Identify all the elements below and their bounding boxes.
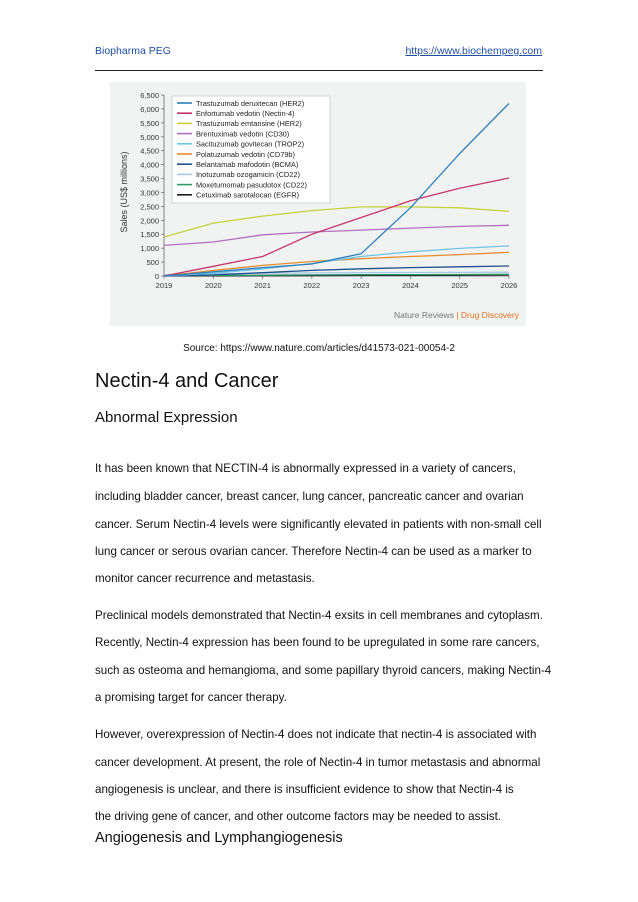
section-heading-abnormal-expression: Abnormal Expression xyxy=(95,409,238,426)
paragraph-2-line: such as osteoma and hemangioma, and some papillary thyroid cancers, making Nectin-4 xyxy=(95,664,552,677)
paragraph-2-line: a promising target for cancer therapy. xyxy=(95,691,287,704)
paragraph-1-line: cancer. Serum Nectin-4 levels were significantly elevated in patients with non-small cell xyxy=(95,518,542,531)
y-tick-label: 2,500 xyxy=(140,202,159,212)
y-tick-label: 500 xyxy=(146,258,159,268)
legend-label-10: Cetuximab sarotalocan (EGFR) xyxy=(196,190,300,200)
header-brand: Biopharma PEG xyxy=(95,45,171,57)
x-tick-label: 2020 xyxy=(204,281,222,290)
article-title: Nectin-4 and Cancer xyxy=(95,370,279,392)
paragraph-1-line: monitor cancer recurrence and metastasis. xyxy=(95,572,315,585)
credit-separator: | xyxy=(453,310,461,320)
legend-label-9: Moxetumomab pasudotox (CD22) xyxy=(196,180,307,190)
series-line-4 xyxy=(164,225,509,245)
series-line-3 xyxy=(164,207,509,237)
y-tick-label: 4,000 xyxy=(140,160,159,170)
y-axis-label: Sales (US$ millions) xyxy=(119,151,129,233)
figure-credit xyxy=(394,310,520,320)
x-tick-label: 2023 xyxy=(352,281,370,290)
section-heading-angiogenesis: Angiogenesis and Lymphangiogenesis xyxy=(95,830,343,846)
sales-chart-figure xyxy=(110,82,526,326)
y-tick-label: 6,000 xyxy=(140,104,159,114)
paragraph-3-line: the driving gene of cancer, and other outcome factors may be needed to assist. xyxy=(95,810,502,823)
paragraph-2-line: Recently, Nectin-4 expression has been found to be upregulated in some rare cancers, xyxy=(95,636,540,649)
paragraph-1-line: including bladder cancer, breast cancer, lung cancer, pancreatic cancer and ovarian xyxy=(95,490,524,503)
y-tick-label: 3,000 xyxy=(140,188,159,198)
x-tick-label: 2026 xyxy=(500,281,518,290)
y-tick-label: 3,500 xyxy=(140,174,159,184)
legend-label-6: Polatuzumab vedotin (CD79b) xyxy=(196,149,296,159)
credit-accent: Drug Discovery xyxy=(460,310,519,320)
legend-label-1: Trastuzumab deruxtecan (HER2) xyxy=(196,98,305,108)
x-tick-label: 2019 xyxy=(155,281,173,290)
header-url-link[interactable]: https://www.biochempeg.com xyxy=(405,45,542,57)
y-tick-label: 6,500 xyxy=(140,91,159,100)
legend-label-4: Brentuximab vedotin (CD30) xyxy=(196,129,290,139)
y-tick-label: 0 xyxy=(154,272,159,281)
y-tick-label: 2,000 xyxy=(140,216,159,226)
legend-label-8: Inotuzumab ozogamicin (CD22) xyxy=(196,170,300,180)
paragraph-3-line: However, overexpression of Nectin-4 does not indicate that nectin-4 is associated with xyxy=(95,728,537,741)
figure-caption: Source: https://www.nature.com/articles/d41573-021-00054-2 xyxy=(183,343,455,354)
sales-line-chart xyxy=(110,82,526,326)
x-tick-label: 2025 xyxy=(451,281,469,290)
legend-label-5: Sacituzumab govitecan (TROP2) xyxy=(196,139,305,149)
paragraph-1-line: It has been known that NECTIN-4 is abnormally expressed in a variety of cancers, xyxy=(95,462,516,475)
paragraph-3-line: cancer development. At present, the role of Nectin-4 in tumor metastasis and abnormal xyxy=(95,756,541,769)
paragraph-2-line: Preclinical models demonstrated that Nectin-4 exsits in cell membranes and cytoplasm. xyxy=(95,609,543,622)
x-tick-label: 2024 xyxy=(402,281,419,290)
legend-label-3: Trastuzumab emtansine (HER2) xyxy=(196,119,302,129)
header-divider xyxy=(95,70,543,71)
x-tick-label: 2021 xyxy=(254,281,271,290)
y-tick-label: 5,500 xyxy=(140,118,159,128)
legend-label-2: Enfortumab vedotin (Nectin-4) xyxy=(196,109,295,118)
y-tick-label: 5,000 xyxy=(140,132,159,142)
legend-label-7: Belantamab mafodotin (BCMA) xyxy=(196,160,299,169)
paragraph-1-line: lung cancer or serous ovarian cancer. Therefore Nectin-4 can be used as a marker to xyxy=(95,545,532,558)
y-tick-label: 1,000 xyxy=(140,244,159,254)
paragraph-3-line: angiogenesis is unclear, and there is insufficient evidence to show that Nectin-4 is xyxy=(95,783,514,796)
y-tick-label: 4,500 xyxy=(140,146,159,156)
chart-legend xyxy=(172,96,330,203)
credit-main: Nature Reviews xyxy=(393,310,454,320)
y-tick-label: 1,500 xyxy=(140,230,159,240)
x-tick-label: 2022 xyxy=(303,281,321,290)
